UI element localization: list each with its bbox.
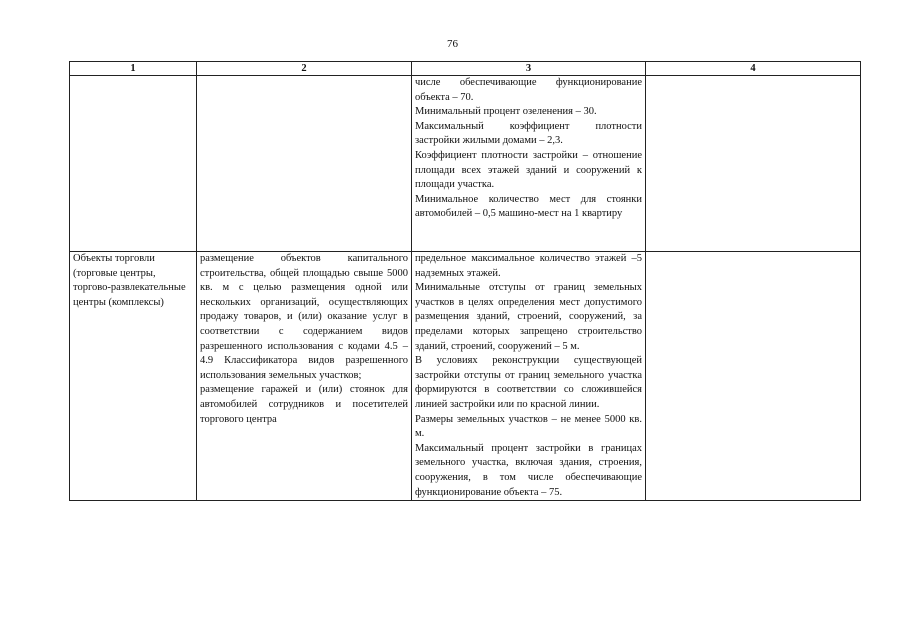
paragraph: Максимальный процент застройки в границах земельного участка, включая здания, строения, сооружения, в том числе обеспечивающие функционирование объекта – 75. <box>415 442 642 498</box>
row2-col1 <box>70 252 197 501</box>
header-col-1: 1 <box>70 62 197 76</box>
table-row <box>70 76 861 252</box>
row1-col4 <box>646 76 861 252</box>
row1-col1 <box>70 76 197 252</box>
paragraph: Минимальные отступы от границ земельных участков в целях определения мест допустимого размещения зданий, строений, сооружений, за пределами которых запрещено строительство зданий, строений, сооружений – 5 м. <box>415 282 642 352</box>
row1-col3 <box>412 76 646 252</box>
paragraph: размещение гаражей и (или) стоянок для автомобилей сотрудников и посетителей торгового центра <box>200 384 408 425</box>
header-row <box>70 62 861 76</box>
row2-col3 <box>412 252 646 501</box>
paragraph: Размеры земельных участков – не менее 5000 кв. м. <box>415 413 642 440</box>
table-row <box>70 252 861 501</box>
header-col-2: 2 <box>197 62 412 76</box>
paragraph: Максимальный коэффициент плотности застройки жилыми домами – 2,3. <box>415 120 642 147</box>
paragraph: Минимальное количество мест для стоянки автомобилей – 0,5 машино-мест на 1 квартиру <box>415 193 642 220</box>
header-col-4: 4 <box>646 62 861 76</box>
regulations-table <box>69 61 861 501</box>
page-number: 76 <box>447 38 458 50</box>
row1-col2 <box>197 76 412 252</box>
header-col-3: 3 <box>412 62 646 76</box>
paragraph: предельное максимальное количество этажей –5 надземных этажей. <box>415 253 642 279</box>
row2-col2 <box>197 252 412 501</box>
paragraph: Коэффициент плотности застройки – отношение площади всех этажей зданий и сооружений к площади участка. <box>415 149 642 191</box>
paragraph: Минимальный процент озеленения – 30. <box>415 106 597 118</box>
object-type-label: Объекты торговли (торговые центры, торгово-развлекательные центры (комплексы) <box>73 253 186 308</box>
paragraph: В условиях реконструкции существующей застройки отступы от границ земельного участка формируются в соответствии со сложившейся линией застройки или по красной линии. <box>415 355 642 410</box>
paragraph: числе обеспечивающие функционирование объекта – 70. <box>415 77 642 103</box>
paragraph: размещение объектов капитального строительства, общей площадью свыше 5000 кв. м с целью размещения одной или нескольких организаций, осуществляющих продажу товаров, и (или) оказание услуг в соответствии с содержанием видов разрешенного использования с кодами 4.5 – 4.9 Классификатора видов разрешенного использования земельных участков; <box>200 253 408 381</box>
row2-col4 <box>646 252 861 501</box>
